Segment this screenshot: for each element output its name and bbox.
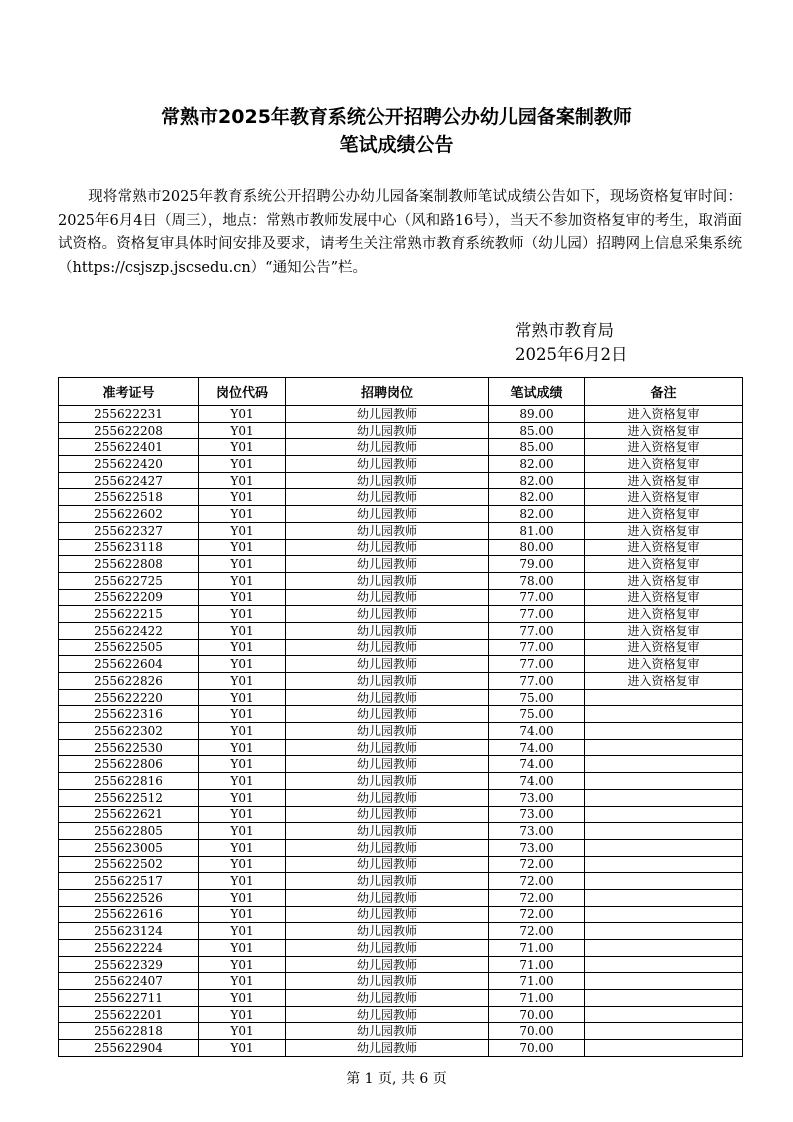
- table-row: [59, 773, 743, 790]
- announcement-text: 现将常熟市2025年教育系统公开招聘公办幼儿园备案制教师笔试成绩公告如下，现场资格复审时间：2025年6月4日（周三），地点：常熟市教师发展中心（风和路16号），当天不参加资格复审的考生，取消面试资格。资格复审具体时间安排及要求，请考生关注常熟市教育系统教师（幼儿园）招聘网上信息采集系统（https://csjszp.jscsedu.cn）“通知公告”栏。: [58, 189, 742, 276]
- document-title: 常熟市2025年教育系统公开招聘公办幼儿园备案制教师: [161, 106, 632, 128]
- cell-position-code: Y01: [199, 1006, 286, 1023]
- cell-exam-number: 255622422: [59, 622, 199, 639]
- cell-position: 幼儿园教师: [286, 422, 489, 439]
- table-row: [59, 639, 743, 656]
- cell-exam-number: 255622616: [59, 906, 199, 923]
- score-table-body: [59, 406, 743, 1057]
- table-header-row: [59, 378, 743, 406]
- cell-position: 幼儿园教师: [286, 789, 489, 806]
- cell-exam-number: 255622215: [59, 606, 199, 623]
- cell-remark: 进入资格复审: [585, 673, 743, 690]
- cell-position-code: Y01: [199, 789, 286, 806]
- cell-position: 幼儿园教师: [286, 456, 489, 473]
- table-row: [59, 856, 743, 873]
- table-row: [59, 906, 743, 923]
- document-subtitle: 笔试成绩公告: [339, 134, 454, 156]
- cell-remark: [585, 789, 743, 806]
- table-row: [59, 439, 743, 456]
- table-row: [59, 456, 743, 473]
- cell-position: 幼儿园教师: [286, 572, 489, 589]
- cell-position-code: Y01: [199, 856, 286, 873]
- table-row: [59, 823, 743, 840]
- cell-position-code: Y01: [199, 439, 286, 456]
- table-row: [59, 506, 743, 523]
- page-number: 第 1 页, 共 6 页: [346, 1071, 447, 1087]
- cell-position: 幼儿园教师: [286, 606, 489, 623]
- table-row: [59, 940, 743, 957]
- cell-remark: 进入资格复审: [585, 489, 743, 506]
- cell-remark: [585, 1040, 743, 1057]
- cell-position-code: Y01: [199, 906, 286, 923]
- cell-remark: [585, 973, 743, 990]
- cell-score: 75.00: [489, 706, 585, 723]
- cell-remark: 进入资格复审: [585, 556, 743, 573]
- cell-remark: [585, 923, 743, 940]
- cell-exam-number: 255622805: [59, 823, 199, 840]
- cell-position: 幼儿园教师: [286, 873, 489, 890]
- cell-score: 74.00: [489, 756, 585, 773]
- cell-exam-number: 255622526: [59, 889, 199, 906]
- cell-position-code: Y01: [199, 1040, 286, 1057]
- cell-position: 幼儿园教师: [286, 806, 489, 823]
- cell-remark: [585, 839, 743, 856]
- cell-position-code: Y01: [199, 706, 286, 723]
- cell-score: 72.00: [489, 873, 585, 890]
- cell-remark: 进入资格复审: [585, 439, 743, 456]
- cell-exam-number: 255622208: [59, 422, 199, 439]
- cell-position-code: Y01: [199, 839, 286, 856]
- cell-score: 85.00: [489, 439, 585, 456]
- cell-exam-number: 255622604: [59, 656, 199, 673]
- cell-score: 77.00: [489, 589, 585, 606]
- table-row: [59, 956, 743, 973]
- cell-position-code: Y01: [199, 556, 286, 573]
- cell-exam-number: 255622816: [59, 773, 199, 790]
- cell-score: 80.00: [489, 539, 585, 556]
- cell-score: 71.00: [489, 973, 585, 990]
- cell-exam-number: 255622602: [59, 506, 199, 523]
- cell-remark: 进入资格复审: [585, 472, 743, 489]
- cell-score: 71.00: [489, 956, 585, 973]
- cell-score: 74.00: [489, 723, 585, 740]
- cell-position-code: Y01: [199, 539, 286, 556]
- cell-position-code: Y01: [199, 673, 286, 690]
- cell-score: 72.00: [489, 923, 585, 940]
- table-row: [59, 522, 743, 539]
- cell-position-code: Y01: [199, 823, 286, 840]
- cell-position-code: Y01: [199, 873, 286, 890]
- table-row: [59, 973, 743, 990]
- table-row: [59, 572, 743, 589]
- cell-remark: [585, 723, 743, 740]
- cell-score: 70.00: [489, 1040, 585, 1057]
- table-row: [59, 406, 743, 423]
- cell-position-code: Y01: [199, 406, 286, 423]
- cell-exam-number: 255622316: [59, 706, 199, 723]
- cell-position-code: Y01: [199, 1023, 286, 1040]
- cell-position-code: Y01: [199, 739, 286, 756]
- table-row: [59, 556, 743, 573]
- cell-position-code: Y01: [199, 622, 286, 639]
- cell-score: 81.00: [489, 522, 585, 539]
- cell-position-code: Y01: [199, 422, 286, 439]
- cell-exam-number: 255622517: [59, 873, 199, 890]
- cell-remark: 进入资格复审: [585, 639, 743, 656]
- cell-exam-number: 255622530: [59, 739, 199, 756]
- cell-position: 幼儿园教师: [286, 739, 489, 756]
- cell-score: 85.00: [489, 422, 585, 439]
- cell-position: 幼儿园教师: [286, 589, 489, 606]
- cell-score: 78.00: [489, 572, 585, 589]
- table-row: [59, 990, 743, 1007]
- table-row: [59, 472, 743, 489]
- cell-position: 幼儿园教师: [286, 906, 489, 923]
- header-position-code: 岗位代码: [199, 378, 286, 406]
- table-row: [59, 1023, 743, 1040]
- cell-exam-number: 255622512: [59, 789, 199, 806]
- cell-position-code: Y01: [199, 489, 286, 506]
- cell-position-code: Y01: [199, 656, 286, 673]
- cell-exam-number: 255622806: [59, 756, 199, 773]
- cell-score: 72.00: [489, 856, 585, 873]
- cell-position: 幼儿园教师: [286, 639, 489, 656]
- cell-position-code: Y01: [199, 639, 286, 656]
- cell-position-code: Y01: [199, 806, 286, 823]
- cell-score: 73.00: [489, 806, 585, 823]
- cell-remark: 进入资格复审: [585, 572, 743, 589]
- cell-remark: [585, 773, 743, 790]
- table-row: [59, 739, 743, 756]
- cell-exam-number: 255622407: [59, 973, 199, 990]
- cell-position: 幼儿园教师: [286, 956, 489, 973]
- cell-score: 82.00: [489, 472, 585, 489]
- cell-position-code: Y01: [199, 956, 286, 973]
- cell-exam-number: 255622302: [59, 723, 199, 740]
- table-row: [59, 656, 743, 673]
- cell-remark: 进入资格复审: [585, 656, 743, 673]
- cell-exam-number: 255622231: [59, 406, 199, 423]
- cell-score: 79.00: [489, 556, 585, 573]
- cell-score: 73.00: [489, 823, 585, 840]
- cell-exam-number: 255622201: [59, 1006, 199, 1023]
- cell-score: 70.00: [489, 1006, 585, 1023]
- cell-score: 77.00: [489, 673, 585, 690]
- table-row: [59, 489, 743, 506]
- announcement-paragraph: [58, 186, 742, 280]
- cell-remark: [585, 856, 743, 873]
- cell-remark: 进入资格复审: [585, 606, 743, 623]
- cell-position: 幼儿园教师: [286, 673, 489, 690]
- cell-position: 幼儿园教师: [286, 723, 489, 740]
- cell-position-code: Y01: [199, 990, 286, 1007]
- cell-score: 82.00: [489, 456, 585, 473]
- table-row: [59, 589, 743, 606]
- table-row: [59, 789, 743, 806]
- table-row: [59, 873, 743, 890]
- table-row: [59, 1006, 743, 1023]
- cell-position-code: Y01: [199, 606, 286, 623]
- cell-score: 72.00: [489, 906, 585, 923]
- cell-position: 幼儿园教师: [286, 1040, 489, 1057]
- cell-remark: [585, 823, 743, 840]
- cell-position-code: Y01: [199, 506, 286, 523]
- cell-exam-number: 255622224: [59, 940, 199, 957]
- cell-remark: [585, 806, 743, 823]
- cell-score: 89.00: [489, 406, 585, 423]
- table-row: [59, 889, 743, 906]
- cell-position: 幼儿园教师: [286, 489, 489, 506]
- cell-score: 74.00: [489, 773, 585, 790]
- cell-exam-number: 255622826: [59, 673, 199, 690]
- cell-position: 幼儿园教师: [286, 1006, 489, 1023]
- cell-position: 幼儿园教师: [286, 522, 489, 539]
- cell-exam-number: 255622725: [59, 572, 199, 589]
- cell-position-code: Y01: [199, 723, 286, 740]
- header-remark: 备注: [585, 378, 743, 406]
- cell-remark: [585, 873, 743, 890]
- cell-position: 幼儿园教师: [286, 622, 489, 639]
- cell-position-code: Y01: [199, 572, 286, 589]
- cell-exam-number: 255622621: [59, 806, 199, 823]
- header-score: 笔试成绩: [489, 378, 585, 406]
- table-row: [59, 539, 743, 556]
- cell-exam-number: 255622502: [59, 856, 199, 873]
- cell-position-code: Y01: [199, 973, 286, 990]
- cell-position: 幼儿园教师: [286, 656, 489, 673]
- cell-position-code: Y01: [199, 923, 286, 940]
- cell-position: 幼儿园教师: [286, 706, 489, 723]
- cell-position-code: Y01: [199, 940, 286, 957]
- cell-position: 幼儿园教师: [286, 439, 489, 456]
- cell-score: 74.00: [489, 739, 585, 756]
- cell-exam-number: 255622329: [59, 956, 199, 973]
- cell-position-code: Y01: [199, 472, 286, 489]
- table-row: [59, 689, 743, 706]
- cell-position: 幼儿园教师: [286, 773, 489, 790]
- table-row: [59, 673, 743, 690]
- cell-score: 82.00: [489, 506, 585, 523]
- cell-position: 幼儿园教师: [286, 472, 489, 489]
- cell-position: 幼儿园教师: [286, 823, 489, 840]
- cell-position: 幼儿园教师: [286, 406, 489, 423]
- cell-exam-number: 255622401: [59, 439, 199, 456]
- table-row: [59, 422, 743, 439]
- table-row: [59, 622, 743, 639]
- cell-remark: [585, 706, 743, 723]
- cell-position: 幼儿园教师: [286, 539, 489, 556]
- cell-remark: [585, 990, 743, 1007]
- table-row: [59, 923, 743, 940]
- cell-remark: 进入资格复审: [585, 589, 743, 606]
- cell-exam-number: 255622420: [59, 456, 199, 473]
- cell-remark: [585, 940, 743, 957]
- cell-exam-number: 255622818: [59, 1023, 199, 1040]
- cell-position: 幼儿园教师: [286, 856, 489, 873]
- cell-score: 77.00: [489, 639, 585, 656]
- cell-score: 82.00: [489, 489, 585, 506]
- table-row: [59, 723, 743, 740]
- cell-remark: [585, 739, 743, 756]
- cell-position: 幼儿园教师: [286, 556, 489, 573]
- cell-exam-number: 255622209: [59, 589, 199, 606]
- cell-position-code: Y01: [199, 522, 286, 539]
- cell-position: 幼儿园教师: [286, 506, 489, 523]
- cell-exam-number: 255622427: [59, 472, 199, 489]
- header-exam-number: 准考证号: [59, 378, 199, 406]
- issuing-organization: 常熟市教育局: [515, 321, 614, 340]
- cell-remark: 进入资格复审: [585, 539, 743, 556]
- cell-remark: [585, 906, 743, 923]
- cell-remark: 进入资格复审: [585, 522, 743, 539]
- cell-exam-number: 255622505: [59, 639, 199, 656]
- cell-position: 幼儿园教师: [286, 689, 489, 706]
- cell-remark: [585, 756, 743, 773]
- cell-score: 73.00: [489, 839, 585, 856]
- issue-date: 2025年6月2日: [515, 345, 628, 364]
- cell-remark: [585, 1023, 743, 1040]
- cell-position-code: Y01: [199, 889, 286, 906]
- cell-exam-number: 255623124: [59, 923, 199, 940]
- table-row: [59, 756, 743, 773]
- cell-position: 幼儿园教师: [286, 990, 489, 1007]
- cell-exam-number: 255622711: [59, 990, 199, 1007]
- table-row: [59, 1040, 743, 1057]
- header-position: 招聘岗位: [286, 378, 489, 406]
- table-row: [59, 806, 743, 823]
- cell-score: 71.00: [489, 940, 585, 957]
- cell-score: 77.00: [489, 656, 585, 673]
- cell-remark: 进入资格复审: [585, 622, 743, 639]
- cell-position: 幼儿园教师: [286, 889, 489, 906]
- cell-remark: 进入资格复审: [585, 406, 743, 423]
- cell-position: 幼儿园教师: [286, 940, 489, 957]
- cell-position: 幼儿园教师: [286, 923, 489, 940]
- table-row: [59, 706, 743, 723]
- cell-position-code: Y01: [199, 756, 286, 773]
- table-row: [59, 839, 743, 856]
- cell-score: 75.00: [489, 689, 585, 706]
- cell-exam-number: 255623005: [59, 839, 199, 856]
- cell-exam-number: 255623118: [59, 539, 199, 556]
- cell-score: 71.00: [489, 990, 585, 1007]
- cell-exam-number: 255622904: [59, 1040, 199, 1057]
- cell-remark: 进入资格复审: [585, 456, 743, 473]
- cell-exam-number: 255622220: [59, 689, 199, 706]
- cell-remark: [585, 889, 743, 906]
- cell-position-code: Y01: [199, 456, 286, 473]
- cell-position-code: Y01: [199, 589, 286, 606]
- table-row: [59, 606, 743, 623]
- cell-exam-number: 255622808: [59, 556, 199, 573]
- cell-position: 幼儿园教师: [286, 973, 489, 990]
- cell-remark: 进入资格复审: [585, 506, 743, 523]
- cell-score: 72.00: [489, 889, 585, 906]
- cell-position: 幼儿园教师: [286, 1023, 489, 1040]
- cell-remark: 进入资格复审: [585, 422, 743, 439]
- cell-exam-number: 255622327: [59, 522, 199, 539]
- score-table: [58, 377, 743, 1057]
- cell-score: 73.00: [489, 789, 585, 806]
- cell-position: 幼儿园教师: [286, 839, 489, 856]
- cell-score: 70.00: [489, 1023, 585, 1040]
- cell-position: 幼儿园教师: [286, 756, 489, 773]
- cell-score: 77.00: [489, 622, 585, 639]
- cell-position-code: Y01: [199, 689, 286, 706]
- cell-remark: [585, 689, 743, 706]
- cell-exam-number: 255622518: [59, 489, 199, 506]
- cell-position-code: Y01: [199, 773, 286, 790]
- cell-remark: [585, 956, 743, 973]
- cell-remark: [585, 1006, 743, 1023]
- cell-score: 77.00: [489, 606, 585, 623]
